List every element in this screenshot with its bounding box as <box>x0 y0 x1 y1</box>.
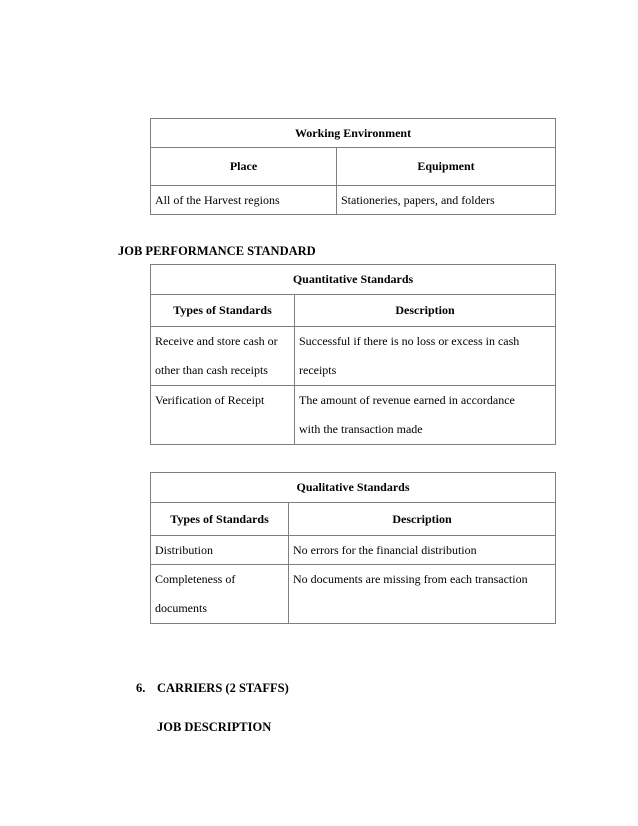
type-text: Completeness of <box>155 572 236 586</box>
working-environment-table <box>150 118 556 215</box>
table-row-type <box>151 327 295 386</box>
type-text: Receive and store cash or <box>155 334 278 348</box>
place-cell: All of the Harvest regions <box>151 186 337 215</box>
type-text: other than cash receipts <box>155 363 268 377</box>
type-text: documents <box>155 601 207 615</box>
quantitative-title: Quantitative Standards <box>151 265 556 295</box>
col-header-description: Description <box>289 503 556 536</box>
col-header-types: Types of Standards <box>151 295 295 327</box>
equipment-cell: Stationeries, papers, and folders <box>337 186 556 215</box>
description-text: receipts <box>299 363 337 377</box>
job-performance-heading: JOB PERFORMANCE STANDARD <box>118 244 316 258</box>
section-title: CARRIERS (2 STAFFS) <box>157 681 289 695</box>
col-header-place: Place <box>151 148 337 186</box>
qualitative-standards-table <box>150 472 556 624</box>
description-text: No documents are missing from each transaction <box>293 572 528 586</box>
section-number: 6. <box>136 681 146 695</box>
type-text: Verification of Receipt <box>155 393 265 407</box>
description-text <box>289 565 556 624</box>
col-header-equipment: Equipment <box>337 148 556 186</box>
col-header-types: Types of Standards <box>151 503 289 536</box>
type-text: Distribution <box>151 536 289 565</box>
working-environment-title: Working Environment <box>151 119 556 148</box>
col-header-description: Description <box>295 295 556 327</box>
table-row-type <box>151 386 295 445</box>
qualitative-title: Qualitative Standards <box>151 473 556 503</box>
table-row-description <box>295 327 556 386</box>
description-text: No errors for the financial distribution <box>289 536 556 565</box>
table-row-type <box>151 565 289 624</box>
description-text: The amount of revenue earned in accordance <box>299 393 515 407</box>
quantitative-standards-table <box>150 264 556 445</box>
description-text: Successful if there is no loss or excess in cash <box>299 334 520 348</box>
description-text: with the transaction made <box>299 422 423 436</box>
table-row-description <box>295 386 556 445</box>
job-description-heading: JOB DESCRIPTION <box>157 720 272 734</box>
